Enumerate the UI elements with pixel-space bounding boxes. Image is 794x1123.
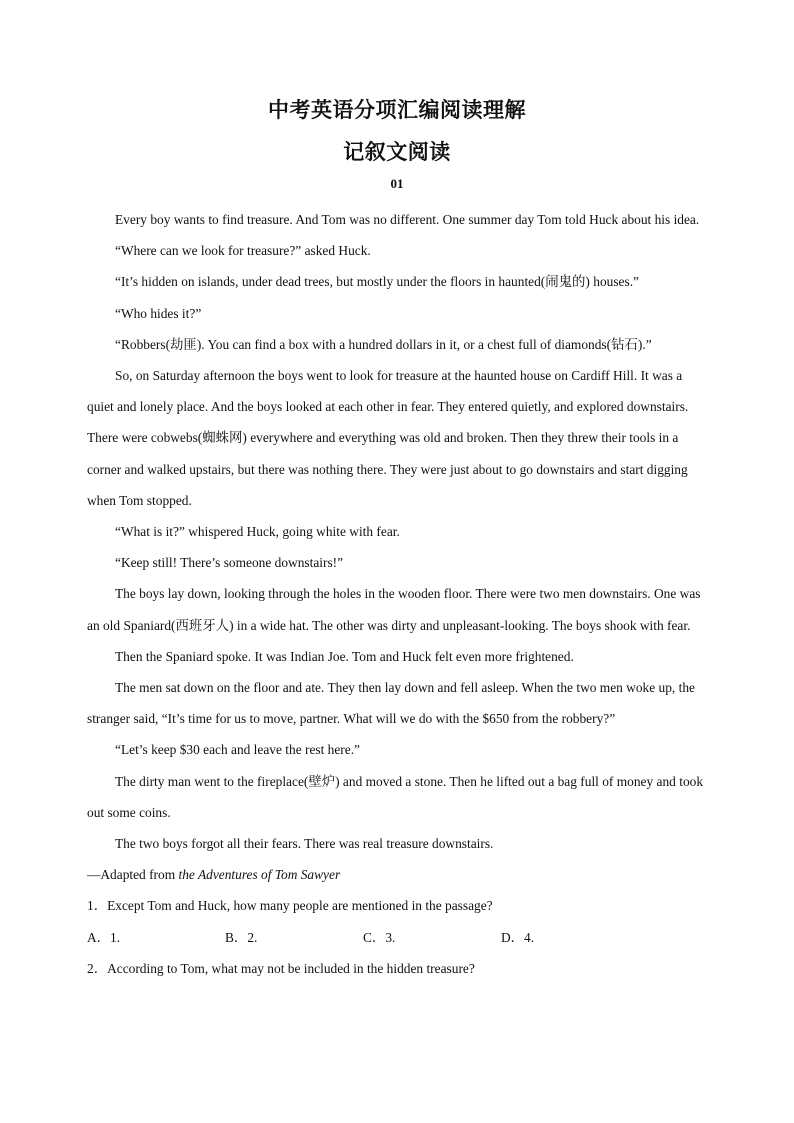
passage-body: [87, 204, 707, 984]
question-1-stem: 1．Except Tom and Huck, how many people are mentioned in the passage?: [87, 898, 493, 914]
passage-paragraph: “Robbers(劫匪). You can find a box with a hundred dollars in it, or a chest full of diamonds(钻石).”: [115, 336, 652, 352]
passage-paragraph: The dirty man went to the fireplace(壁炉) and moved a stone. Then he lifted out a bag full of money and took out some coins.: [87, 773, 704, 820]
passage-paragraph: Every boy wants to find treasure. And Tom was no different. One summer day Tom told Huck about his idea.: [115, 212, 700, 227]
option-c: C．3.: [363, 929, 396, 945]
passage-paragraph: The boys lay down, looking through the holes in the wooden floor. There were two men downstairs. One was an old Spaniard(西班牙人) in a wide hat. The other was dirty and unpleasant-looking. The boys shook with fear.: [87, 586, 701, 633]
document-subtitle: 记叙文阅读: [343, 140, 451, 164]
passage-paragraph: The two boys forgot all their fears. There was real treasure downstairs.: [115, 836, 494, 852]
passage-paragraph: “What is it?” whispered Huck, going white with fear.: [115, 524, 400, 540]
option-b: B．2.: [225, 929, 258, 945]
source-credit: [87, 859, 707, 890]
passage-paragraph: Then the Spaniard spoke. It was Indian Joe. Tom and Huck felt even more frightened.: [115, 648, 574, 664]
passage-paragraph: “Who hides it?”: [115, 305, 202, 321]
passage-paragraph: “Let’s keep $30 each and leave the rest here.”: [115, 742, 360, 758]
document-title: 中考英语分项汇编阅读理解: [268, 98, 526, 122]
source-prefix: —Adapted from: [87, 867, 179, 883]
passage-paragraph: So, on Saturday afternoon the boys went to look for treasure at the haunted house on Cardiff Hill. It was a quiet and lonely place. And the boys looked at each other in fear. They entered quietly, and explored downstairs. There were cobwebs(蜘蛛网) everywhere and everything was old and broken. Then they threw their tools in a corner and walked upstairs, but there was nothing there. They were just about to go downstairs and start digging when Tom stopped.: [87, 368, 689, 508]
passage-paragraph: “Keep still! There’s someone downstairs!”: [115, 555, 344, 571]
section-number: 01: [390, 176, 404, 191]
passage-paragraph: “It’s hidden on islands, under dead trees, but mostly under the floors in haunted(闹鬼的) houses.”: [115, 274, 639, 290]
passage-paragraph: “Where can we look for treasure?” asked Huck.: [115, 243, 371, 259]
source-title: the Adventures of Tom Sawyer: [178, 867, 341, 883]
option-d: D．4.: [501, 929, 535, 945]
question-2-stem: 2．According to Tom, what may not be included in the hidden treasure?: [87, 960, 475, 976]
option-a: A．1.: [87, 929, 121, 945]
passage-paragraph: The men sat down on the floor and ate. They then lay down and fell asleep. When the two men woke up, the stranger said, “It’s time for us to move, partner. What will we do with the $650 from the robbery?”: [87, 680, 695, 727]
question-1-options: [87, 922, 707, 953]
